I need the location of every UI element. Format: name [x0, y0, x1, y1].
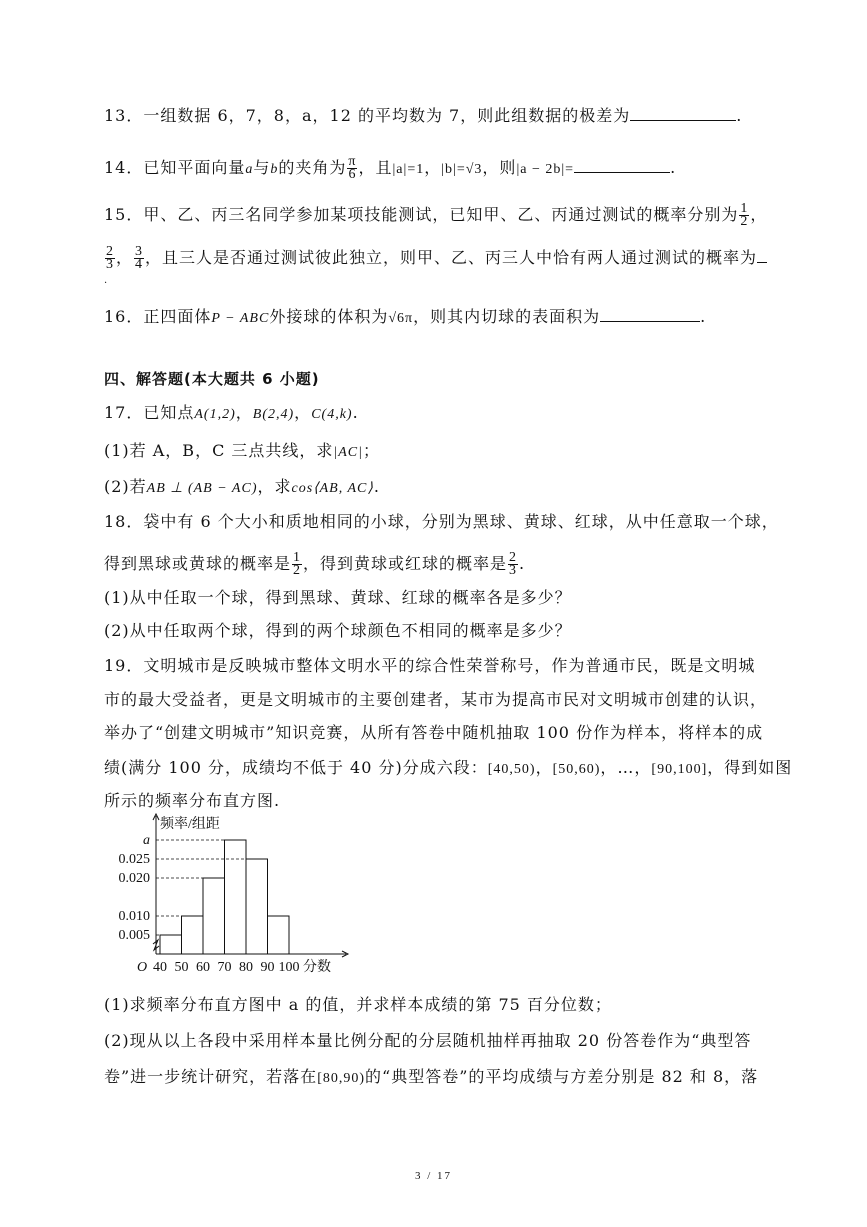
question-15-line2: $\frac{2}{3}$ ， $\frac{3}{4}$ ，且三人是否通过测试彼此独立，则甲、乙、丙三人中恰有两人通过测试的概率为	[104, 246, 767, 271]
norm-a: |a|=1	[392, 162, 425, 177]
x-tick-label: 40	[153, 960, 167, 975]
question-13: 13．一组数据 6，7，8，a，12 的平均数为 7，则此组数据的极差为 .	[104, 106, 743, 125]
page-number: 3 / 17	[414, 1170, 453, 1182]
y-tick-label: 0.005	[118, 928, 150, 943]
fraction-pi-6: $\frac{\pi}{6}$	[348, 154, 357, 182]
y-tick-label: 0.020	[118, 871, 150, 886]
cosine-expression: cos⟨AB, AC⟩	[291, 481, 374, 496]
question-19-part3: 卷”进一步统计研究，若落在[80,90)的“典型答卷”的平均成绩与方差分别是 82 和 8，落	[104, 1067, 759, 1086]
question-19-line5: 所示的频率分布直方图.	[104, 791, 281, 810]
x-tick-label: 60	[196, 960, 210, 975]
answer-blank	[630, 104, 736, 121]
section-heading: 四、解答题(本大题共 6 小题)	[104, 370, 320, 388]
histogram-bar	[225, 840, 247, 954]
origin-label: O	[136, 960, 148, 975]
answer-dot: .	[104, 275, 109, 286]
y-tick-label: 0.010	[118, 909, 150, 924]
histogram-bar	[182, 916, 204, 954]
question-17-part2: (2)若AB ⊥ (AB − AC)，求cos⟨AB, AC⟩.	[104, 477, 380, 496]
perpendicular-condition: AB ⊥ (AB − AC)	[146, 481, 258, 496]
volume-value: √6π	[388, 311, 414, 326]
x-axis-label: 分数	[303, 960, 331, 975]
vector-b: b	[270, 162, 279, 177]
vector-a: a	[245, 162, 254, 177]
question-19-line1: 19．文明城市是反映城市整体文明水平的综合性荣誉称号，作为普通市民，既是文明城	[104, 656, 756, 675]
question-18-line2: 得到黑球或黄球的概率是 $\frac{1}{2}$ ，得到黄球或红球的概率是 $\frac{2}{3}$ .	[104, 550, 526, 578]
histogram-bar	[268, 916, 290, 954]
question-18-line1: 18．袋中有 6 个大小和质地相同的小球，分别为黑球、黄球、红球，从中任意取一个球，	[104, 512, 779, 531]
question-19-part1: (1)求频率分布直方图中 a 的值，并求样本成绩的第 75 百分位数；	[104, 995, 612, 1014]
question-16: 16．正四面体P − ABC外接球的体积为√6π，则其内切球的表面积为 .	[104, 307, 707, 326]
question-19-line4: 绩(满分 100 分，成绩均不低于 40 分)分成六段：[40,50)，[50,60)，…，[90,100]，得到如图	[104, 758, 793, 777]
y-tick-label: a	[143, 833, 150, 848]
answer-blank	[600, 305, 700, 322]
question-14: 14．已知平面向量a与b的夹角为 $\frac{\pi}{6}$ ，且|a|=1，|b|=√3，则|a − 2b|= .	[104, 154, 677, 182]
question-19-part2: (2)现从以上各段中采用样本量比例分配的分层随机抽样再抽取 20 份答卷作为“典型答	[104, 1031, 752, 1050]
y-axis-label: 频率/组距	[160, 817, 220, 832]
question-17: 17．已知点A(1,2)，B(2,4)，C(4,k).	[104, 403, 359, 422]
x-tick-label: 90	[260, 960, 275, 975]
norm-b: |b|=√3	[441, 162, 483, 177]
y-tick-label: 0.025	[118, 852, 150, 867]
x-tick-label: 70	[217, 960, 232, 975]
x-tick-label: 100	[278, 960, 300, 975]
fraction-2-3: $\frac{2}{3}$	[106, 244, 114, 272]
question-18-part2: (2)从中任取两个球，得到的两个球颜色不相同的概率是多少？	[104, 621, 572, 640]
histogram-bar	[160, 935, 182, 954]
fraction-1-2: $\frac{1}{2}$	[740, 201, 749, 229]
answer-blank	[574, 156, 670, 173]
axis-break-mark	[153, 940, 159, 950]
frequency-histogram	[96, 808, 356, 986]
question-17-part1: (1)若 A，B，C 三点共线，求|AC|；	[104, 441, 381, 460]
question-18-part1: (1)从中任取一个球，得到黑球、黄球、红球的概率各是多少？	[104, 588, 572, 607]
fraction-3-4: $\frac{3}{4}$	[135, 244, 144, 272]
x-tick-label: 80	[239, 960, 253, 975]
histogram-bar	[246, 859, 268, 954]
x-tick-label: 50	[174, 960, 189, 975]
histogram-bar	[203, 878, 225, 954]
question-19-line3: 举办了“创建文明城市”知识竞赛，从所有答卷中随机抽取 100 份作为样本，将样本的成	[104, 723, 764, 742]
tetrahedron-label: P − ABC	[211, 311, 270, 326]
norm-expression: |a − 2b|=	[516, 162, 575, 177]
answer-blank	[757, 246, 767, 263]
vector-ac-norm: |AC|	[333, 445, 363, 460]
question-15-line1: 15．甲、乙、丙三名同学参加某项技能测试，已知甲、乙、丙通过测试的概率分别为 $\frac{1}{2}$ ，	[104, 201, 768, 229]
question-19-line2: 市的最大受益者，更是文明城市的主要创建者，某市为提高市民对文明城市创建的认识，	[104, 690, 768, 709]
